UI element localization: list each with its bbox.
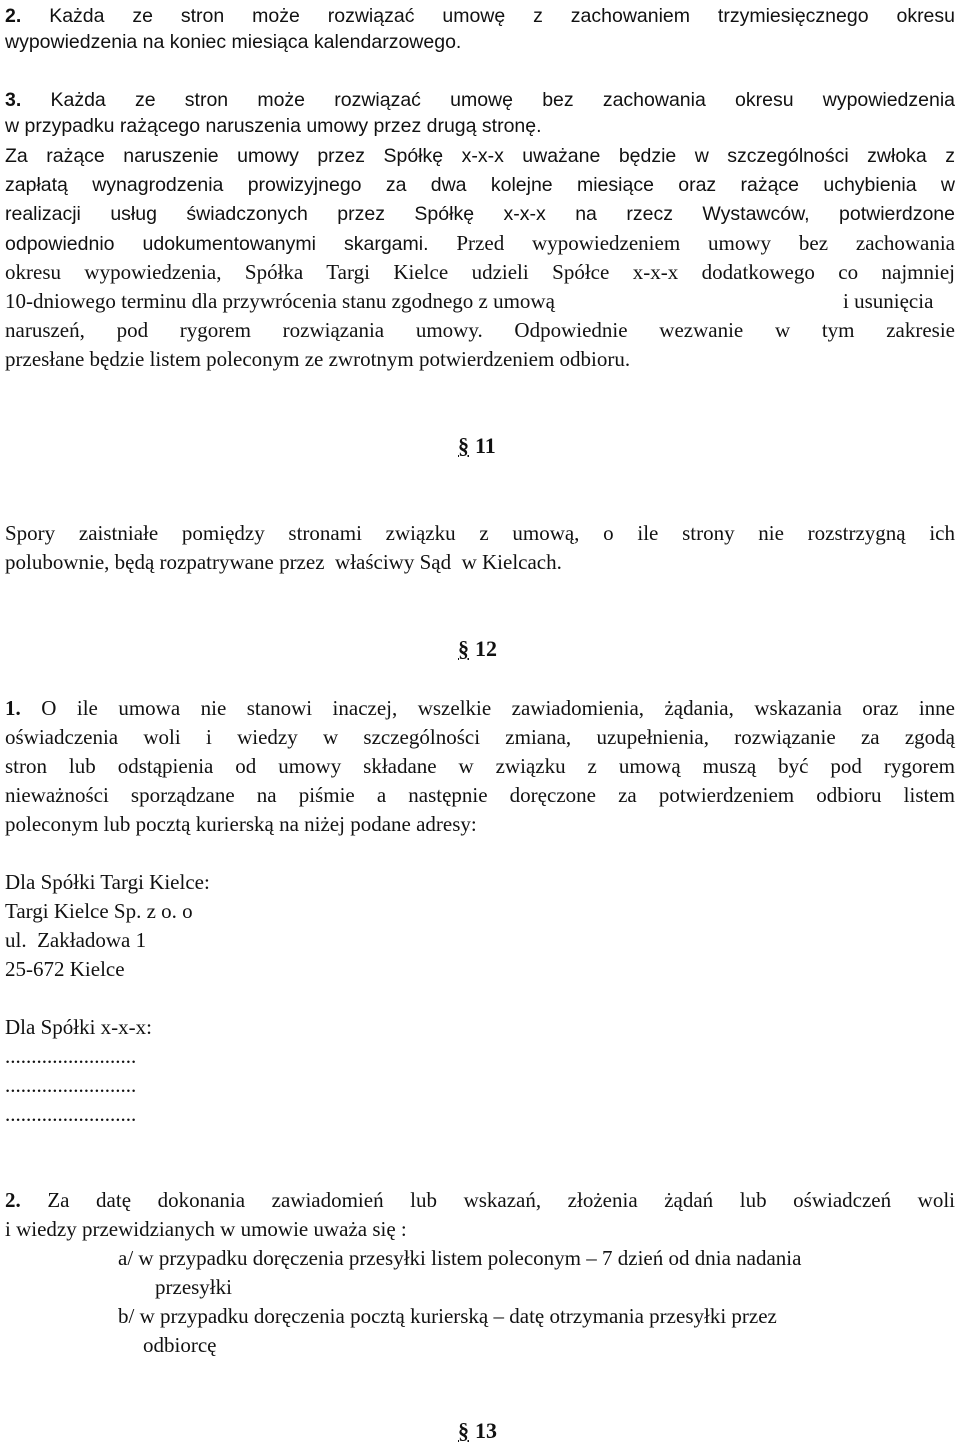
- point-2-item-a-line-1: a/ w przypadku doręczenia przesyłki listem poleconym – 7 dzień od dnia nadania: [118, 1246, 802, 1270]
- section-12-point-1-line-4: nieważności sporządzane na piśmie a następnie doręczone za potwierdzeniem odbioru listem: [5, 783, 955, 807]
- address-targi-label: Dla Spółki Targi Kielce:: [5, 870, 210, 894]
- section-11-heading: [458, 435, 496, 457]
- section-12-point-1-line-1: [5, 694, 955, 722]
- clause-3-serif-line-2b: i usunięcia: [843, 289, 934, 313]
- address-targi-name: Targi Kielce Sp. z o. o: [5, 899, 193, 923]
- clause-3-mixed-serif: Przed wypowiedzeniem umowy bez zachowania: [456, 231, 955, 255]
- section-symbol: §: [458, 1418, 469, 1443]
- address-xxx-label: Dla Spółki x-x-x:: [5, 1015, 152, 1039]
- clause-3-line-1: [5, 86, 955, 114]
- clause-2-line-1: [5, 2, 955, 30]
- section-12-point-2-line-1: [5, 1186, 955, 1214]
- clause-3-mixed-sans: odpowiednio udokumentowanymi skargami.: [5, 233, 429, 255]
- section-12-number: 12: [475, 636, 497, 661]
- point-2-item-b-line-1: b/ w przypadku doręczenia pocztą kurierską – datę otrzymania przesyłki przez: [118, 1304, 777, 1328]
- clause-3-serif-line-4: przesłane będzie listem poleconym ze zwrotnym potwierdzeniem odbioru.: [5, 347, 631, 371]
- clause-2-line-2: wypowiedzenia na koniec miesiąca kalendarzowego.: [5, 31, 462, 53]
- point-2-number: 2.: [5, 1188, 21, 1212]
- point-1-number: 1.: [5, 696, 21, 720]
- clause-3-sans-line-1: Za rażące naruszenie umowy przez Spółkę x-x-x uważane będzie w szczególności zwłoka z: [5, 145, 955, 167]
- section-symbol: §: [458, 636, 469, 661]
- clause-3-text-1: Każda ze stron może rozwiązać umowę bez zachowania okresu wypowiedzenia: [50, 89, 956, 111]
- clause-3-sans-line-3: realizacji usług świadczonych przez Spółkę x-x-x na rzecz Wystawców, potwierdzone: [5, 203, 955, 225]
- point-2-item-a-line-2: przesyłki: [155, 1275, 232, 1299]
- clause-3-line-2: w przypadku rażącego naruszenia umowy przez drugą stronę.: [5, 115, 542, 137]
- section-13-heading: [458, 1420, 497, 1442]
- clause-2-number: 2.: [5, 5, 22, 27]
- address-xxx-dots-2: .........................: [5, 1073, 137, 1097]
- address-xxx-dots-3: .........................: [5, 1102, 137, 1126]
- section-symbol: §: [458, 433, 469, 458]
- address-targi-city: 25-672 Kielce: [5, 957, 125, 981]
- section-12-heading: [458, 638, 497, 660]
- clause-3-serif-line-1: okresu wypowiedzenia, Spółka Targi Kielce udzieli Spółce x-x-x dodatkowego co najmniej: [5, 260, 955, 284]
- section-11-number: 11: [475, 433, 496, 458]
- address-xxx-dots-1: .........................: [5, 1044, 137, 1068]
- section-12-point-1-line-2: oświadczenia woli i wiedzy w szczególności zmiana, uzupełnienia, rozwiązanie za zgodą: [5, 725, 955, 749]
- section-12-point-2-line-2: i wiedzy przewidzianych w umowie uważa się :: [5, 1217, 407, 1241]
- clause-3-number: 3.: [5, 89, 22, 111]
- point-1-text-1: O ile umowa nie stanowi inaczej, wszelkie zawiadomienia, żądania, wskazania oraz inne: [41, 696, 956, 720]
- section-11-line-2: polubownie, będą rozpatrywane przez właściwy Sąd w Kielcach.: [5, 550, 562, 574]
- section-13-number: 13: [475, 1418, 497, 1443]
- clause-3-serif-line-3: naruszeń, pod rygorem rozwiązania umowy. Odpowiednie wezwanie w tym zakresie: [5, 318, 955, 342]
- point-2-text-1: Za datę dokonania zawiadomień lub wskazań, złożenia żądań lub oświadczeń woli: [47, 1188, 956, 1212]
- section-12-point-1-line-3: stron lub odstąpienia od umowy składane w związku z umową muszą być pod rygorem: [5, 754, 955, 778]
- clause-3-serif-line-2: 10-dniowego terminu dla przywrócenia stanu zgodnego z umową: [5, 289, 555, 313]
- point-2-item-b-line-2: odbiorcę: [143, 1333, 217, 1357]
- address-targi-street: ul. Zakładowa 1: [5, 928, 147, 952]
- clause-2-text-1: Każda ze stron może rozwiązać umowę z zachowaniem trzymiesięcznego okresu: [49, 5, 955, 27]
- clause-3-sans-line-2: zapłatą wynagrodzenia prowizyjnego za dwa kolejne miesiące oraz rażące uchybienia w: [5, 174, 955, 196]
- section-11-line-1: Spory zaistniałe pomiędzy stronami związku z umową, o ile strony nie rozstrzygną ich: [5, 521, 955, 545]
- clause-3-mixed-line: [5, 229, 955, 258]
- section-12-point-1-line-5: poleconym lub pocztą kurierską na niżej podane adresy:: [5, 812, 477, 836]
